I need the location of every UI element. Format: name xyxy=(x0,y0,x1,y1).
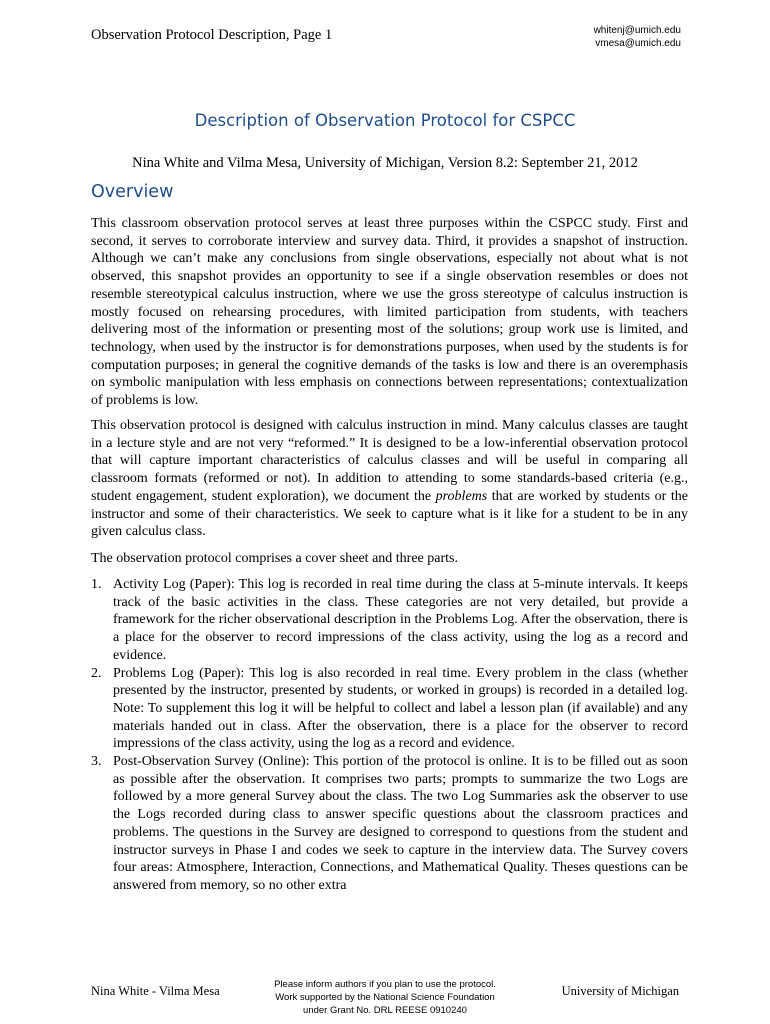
authors-line: Nina White and Vilma Mesa, University of Michigan, Version 8.2: September 21, 2012 xyxy=(132,155,638,171)
footer-authors: Nina White - Vilma Mesa xyxy=(91,984,220,998)
overview-heading: Overview xyxy=(91,182,174,202)
footer-institution: University of Michigan xyxy=(561,984,679,998)
list-item xyxy=(91,665,688,754)
paragraph-design-part2: that are worked by students or the instructor and some of their characteristics. We seek to capture what is it like for a student to be in any given calculus class. xyxy=(91,488,688,540)
footer-notice-line1: Please inform authors if you plan to use the protocol. xyxy=(274,979,496,990)
header-email-mesa: vmesa@umich.edu xyxy=(595,38,681,49)
list-item-number: 3. xyxy=(91,754,102,770)
document-title: Description of Observation Protocol for CSPCC xyxy=(194,111,576,130)
paragraph-design-part1: This observation protocol is designed with calculus instruction in mind. Many calculus classes are taught in a lecture style and are not very “reformed.” It is designed to be a low-inferential observation protocol that will capture important characteristics of calculus classes and will be useful in comparing all classroom formats (reformed or not). In addition to attending to some standards-based criteria (e.g., student engagement, student exploration), we document the xyxy=(91,418,688,504)
list-item-number: 1. xyxy=(91,577,102,592)
list-item-text: Activity Log (Paper): This log is recorded in real time during the class at 5-minute intervals. It keeps track of the basic activities in the class. These categories are not very detailed, but provide a framework for the richer observational description in the Problems Log. After the observation, there is a place for the observer to record impressions of the class activity, using the log as a record and evidence. xyxy=(113,577,688,663)
paragraph-design xyxy=(91,417,688,541)
list-item xyxy=(91,576,688,665)
list-item-text: Problems Log (Paper): This log is also recorded in real time. Every problem in the class (whether presented by the instructor, presented by students, or worked in groups) is recorded in a detailed log. Note: To supplement this log it will be helpful to collect and label a lesson plan (if available) and any materials handed out in class. After the observation, there is a place for the observer to record impressions of the class activity, using the log as a record and evidence. xyxy=(113,665,688,752)
paragraph-parts-intro xyxy=(91,550,688,568)
header-emails xyxy=(594,24,681,50)
header-page-label: Observation Protocol Description, Page 1 xyxy=(91,27,333,43)
list-item-text: Post-Observation Survey (Online): This portion of the protocol is online. It is to be filled out as soon as possible after the observation. It comprises two parts; prompts to summarize the two Logs are followed by a more general Survey about the class. The two Log Summaries ask the observer to use the Logs recorded during class to answer specific questions about the classroom practices and problems. The questions in the Survey are designed to correspond to questions from the student and instructor surveys in Phase I and codes we seek to capture in the interview data. The Survey covers four areas: Atmosphere, Interaction, Connections, and Mathematical Quality. Theses questions can be answered from memory, so no other extra xyxy=(113,754,688,893)
paragraph-design-italic: problems xyxy=(435,488,488,504)
paragraph-parts-intro-text: The observation protocol comprises a cover sheet and three parts. xyxy=(91,551,458,566)
footer-notice-line2: Work supported by the National Science Foundation xyxy=(275,992,495,1003)
list-item xyxy=(91,753,688,895)
paragraph-purposes xyxy=(91,215,688,410)
paragraph-purposes-text: This classroom observation protocol serves at least three purposes within the CSPCC study. First and second, it serves to corroborate interview and survey data. Third, it provides a snapshot of instruction. Although we can’t make any conclusions from single observations, especially not about what is not observed, this snapshot provides an opportunity to see if a single observation resembles or does not resemble stereotypical calculus instruction, where we use the gross stereotype of calculus instruction is mostly focused on rehearsing procedures, with limited participation from students, with teachers delivering most of the information or presenting most of the solutions; group work use is limited, and technology, when used by the instructor is for demonstrations purposes, when used by the students is for computation purposes; in general the cognitive demands of the tasks is low and there is an overemphasis on symbolic manipulation with less emphasis on connections between representations; contextualization of problems is low. xyxy=(91,216,688,409)
footer-notice xyxy=(230,978,540,1017)
protocol-parts-list xyxy=(91,576,688,895)
footer-notice-line3: under Grant No. DRL REESE 0910240 xyxy=(303,1005,467,1016)
header-email-white: whitenj@umich.edu xyxy=(593,25,681,36)
list-item-number: 2. xyxy=(91,665,102,681)
